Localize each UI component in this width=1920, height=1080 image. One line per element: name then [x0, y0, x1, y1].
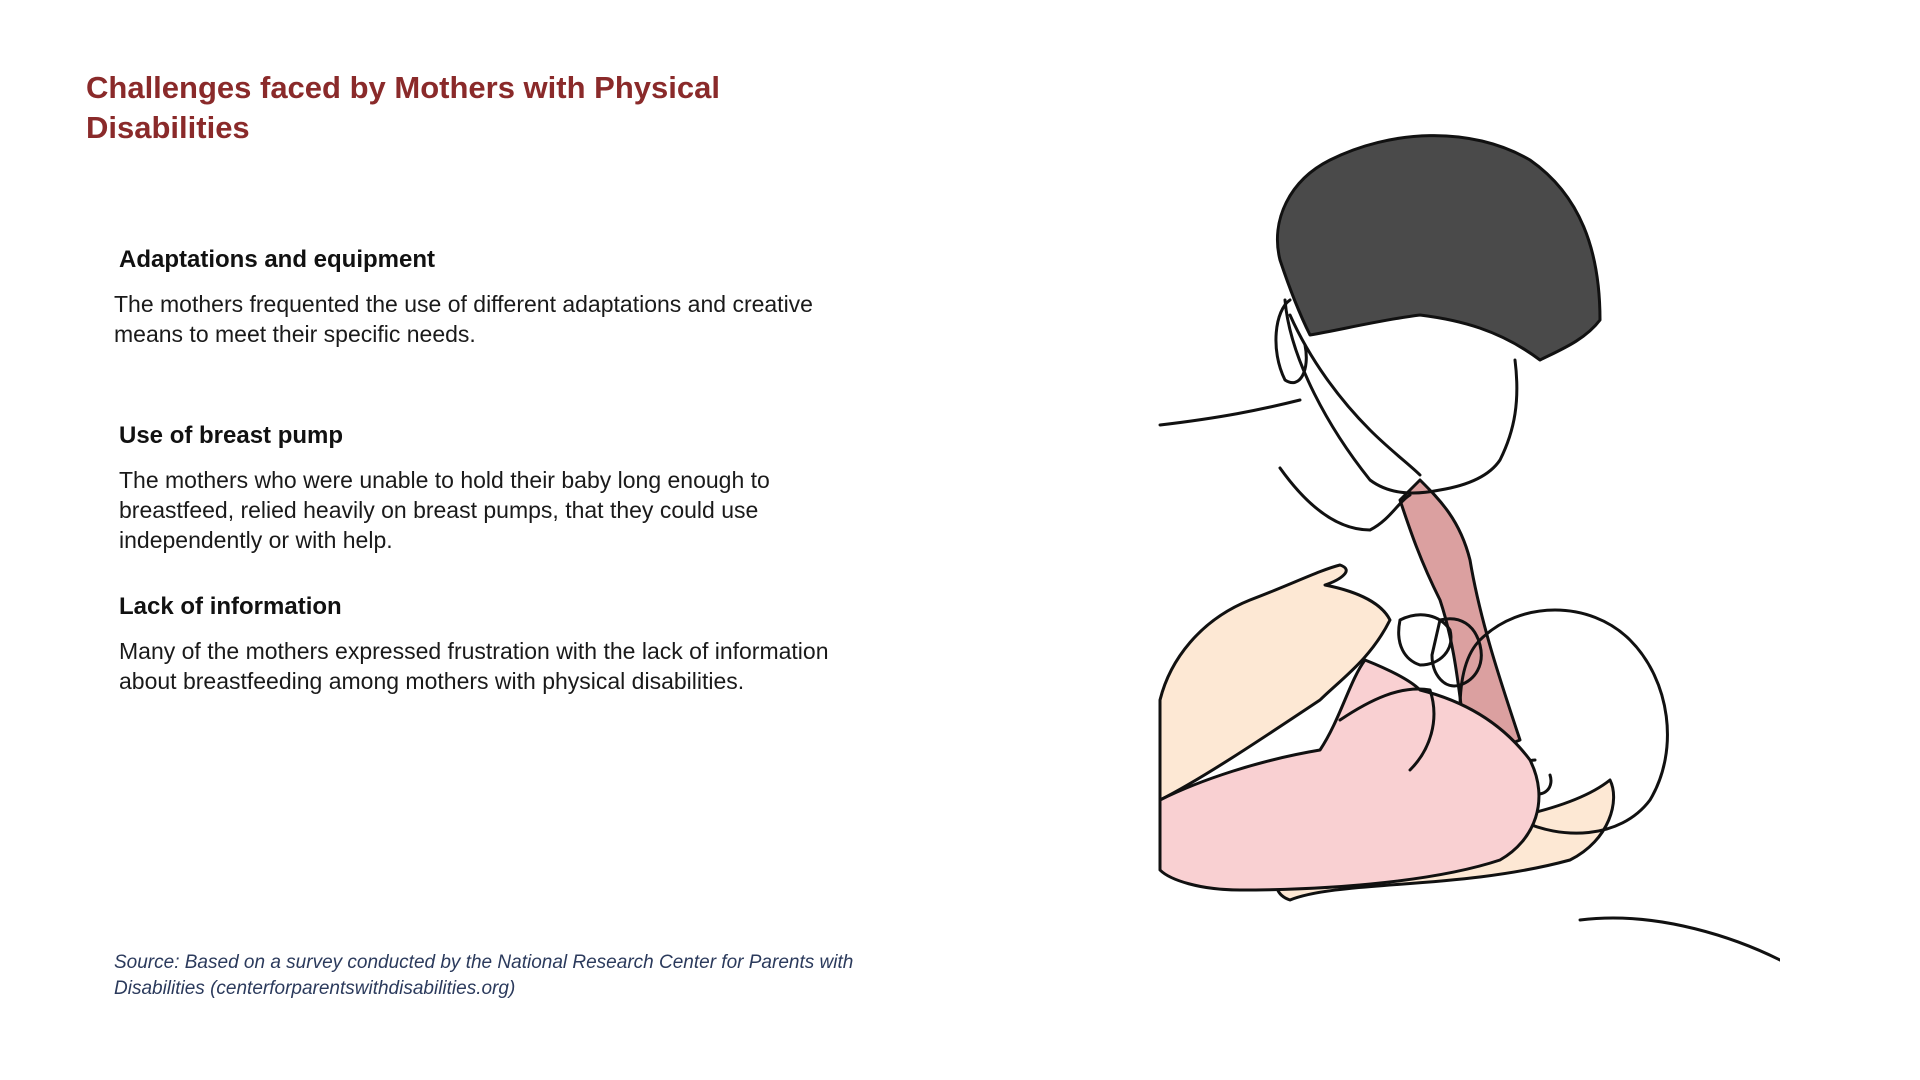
- section-lack-of-information: [119, 592, 879, 696]
- lap-shape: [1580, 918, 1780, 960]
- section-heading: Adaptations and equipment: [119, 246, 436, 273]
- mother-hair: [1277, 136, 1600, 360]
- section-heading: Lack of information: [119, 593, 342, 620]
- baby-fist: [1399, 615, 1451, 665]
- mother-neck: [1280, 468, 1410, 530]
- face-mask-strap: [1290, 315, 1420, 475]
- section-body: The mothers frequented the use of different adaptations and creative means to meet their specific needs.: [114, 291, 813, 347]
- page-title: Challenges faced by Mothers with Physical Disabilities: [86, 70, 720, 145]
- section-heading: Use of breast pump: [119, 422, 344, 449]
- section-breast-pump: [119, 421, 879, 555]
- section-body: The mothers who were unable to hold their baby long enough to breastfeed, relied heavily on breast pumps, that they could use independently or with help.: [119, 467, 770, 553]
- section-adaptations: [114, 245, 879, 349]
- source-note: Source: Based on a survey conducted by the National Research Center for Parents with Disabilities (centerforparentswithdisabilities.org): [114, 952, 854, 999]
- mother-breastfeeding-illustration: [1140, 100, 1780, 980]
- section-body: Many of the mothers expressed frustration with the lack of information about breastfeeding among mothers with physical disabilities.: [119, 638, 829, 694]
- mother-shoulder: [1160, 400, 1300, 425]
